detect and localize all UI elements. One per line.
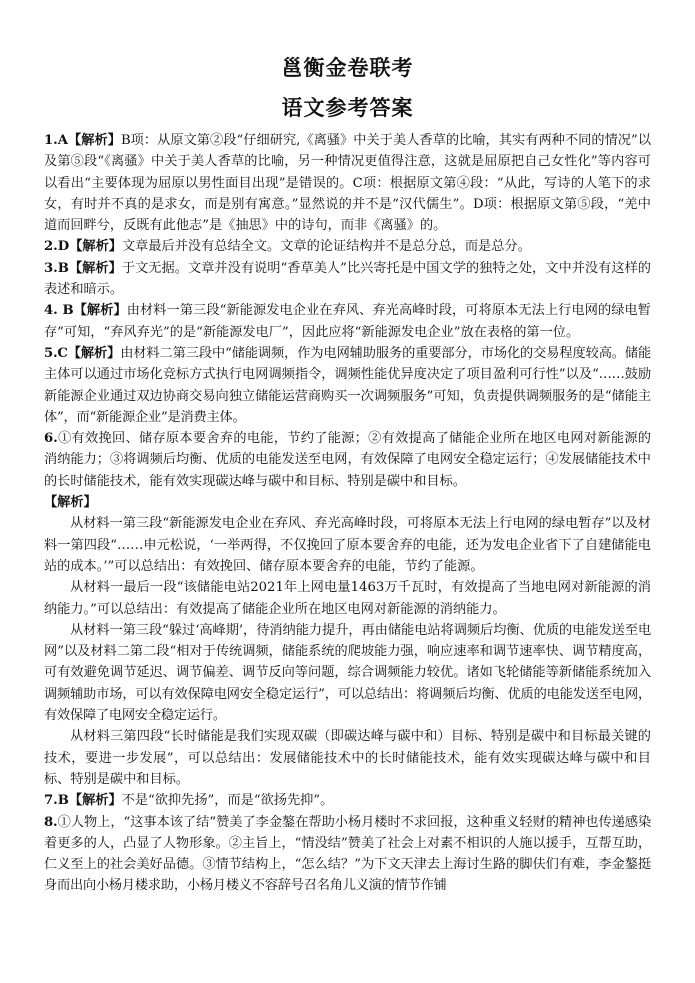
answer-1 — [44, 130, 651, 236]
answer-3 — [44, 258, 651, 301]
document-title: 邕衡金卷联考 — [281, 56, 414, 80]
analysis-heading: 【解析】 — [44, 495, 97, 511]
answer-text: 不是“欲抑先扬”，而是“欲扬先抑”。 — [121, 793, 334, 809]
answer-text: 由材料二第三段中“储能调频，作为电网辅助服务的重要部分，市场化的交易程度较高。储能主体可以通过市场化竞标方式执行电网调频指令，调频性能优异度决定了项目盈利可行性”以及“……鼓励新能源企业通过双边协商交易向独立储能运营商购买一次调频服务”可知，负责提供调频服务的是“储能主体”，而“新能源企业”是消费主体。 — [44, 345, 651, 425]
answer-label: 5.C【解析】 — [44, 345, 121, 361]
answer-5 — [44, 343, 651, 428]
answer-8 — [44, 812, 651, 897]
answer-7 — [44, 790, 651, 811]
answer-text: ①有效挽回、储存原本要舍弃的电能，节约了能源；②有效提高了储能企业所在地区电网对新能源的消纳能力；③将调频后均衡、优质的电能发送至电网，有效保障了电网安全稳定运行；④发展储能技术中的长时储能技术，能有效实现碳达峰与碳中和目标、特别是碳中和目标。 — [44, 431, 651, 489]
answer-text: ①人物上，“这事本该了结”赞美了李金鏊在帮助小杨月楼时不求回报，这种重义轻财的精神也传递感染着更多的人，凸显了人物形象。②主旨上，“情没结”赞美了社会上对素不相识的人施以援手，互帮互助，仁义至上的社会美好品德。③情节结构上，“怎么结？”为下文天津去上海讨生路的脚伕们有难，李金鏊挺身而出向小杨月楼求助，小杨月楼义不容辞号召名角儿义演的情节作铺 — [44, 814, 651, 894]
answer-2 — [44, 236, 651, 257]
answer-label: 1.A【解析】 — [44, 133, 121, 148]
answer-label: 3.B【解析】 — [44, 260, 122, 276]
answer-label: 6. — [44, 431, 58, 447]
answer-text: 由材料一第三段“新能源发电企业在弃风、弃光高峰时段，可将原本无法上行电网的绿电暂存”可知，“弃风弃光”的是“新能源发电厂”，因此应将“新能源发电企业”放在表格的第一位。 — [44, 303, 651, 340]
document-subtitle: 语文参考答案 — [281, 96, 414, 120]
analysis-paragraph: 从材料一最后一段“该储能电站2021年上网电量1463万千瓦时，有效提高了当地电网对新能源的消纳能力。”可以总结出：有效提高了储能企业所在地区电网对新能源的消纳能力。 — [44, 580, 651, 617]
answer-label: 7.B【解析】 — [44, 793, 122, 809]
answer-text: 于文无据。文章并没有说明“香草美人”比兴寄托是中国文学的独特之处，文中并没有这样的表述和暗示。 — [44, 260, 651, 298]
analysis-paragraph: 从材料三第四段“长时储能是我们实现双碳（即碳达峰与碳中和）目标、特别是碳中和目标最关键的技术，要进一步发展”，可以总结出：发展储能技术中的长时储能技术，能有效实现碳达峰与碳中和目标、特别是碳中和目标。 — [44, 729, 651, 787]
analysis-paragraph: 从材料一第三段“躲过‘高峰期’，待消纳能力提升，再由储能电站将调频后均衡、优质的电能发送至电网”以及材料二第二段“相对于传统调频，储能系统的爬坡能力强，响应速率和调节速率快、调节精度高，可有效避免调节延迟、调节偏差、调节反向等问题，综合调频能力较优。诸如飞轮储能等新储能系统加入调频辅助市场，可以有效保障电网安全稳定运行”，可以总结出：将调频后均衡、优质的电能发送至电网，有效保障了电网安全稳定运行。 — [44, 622, 652, 724]
answer-6 — [44, 428, 651, 492]
answer-4 — [44, 300, 651, 343]
answer-text: B项：从原文第②段“仔细研究,《离骚》中关于美人香草的比喻，其实有两种不同的情况”以及第⑤段“《离骚》中关于美人香草的比喻，另一种情况更值得注意，这就是屈原把自己女性化”等内容可以看出“主要体现为屈原以男性面目出现”是错误的。C项：根据原文第④段：“从此，写诗的人笔下的求女，有时并不真的是求女，而是别有寓意。”显然说的并不是“汉代儒生”。D项：根据原文第⑤段，“羌中道而回畔兮，反既有此他志”是《抽思》中的诗句，而非《离骚》的。 — [44, 133, 652, 234]
answer-label: 2.D【解析】 — [44, 239, 122, 255]
analysis-paragraph: 从材料一第三段“新能源发电企业在弃风、弃光高峰时段，可将原本无法上行电网的绿电暂存”以及材料一第四段“……申元松说，‘一举两得，不仅挽回了原本要舍弃的电能，还为发电企业省下了自建储能电站的成本。’”可以总结出：有效挽回、储存原本要舍弃的电能，节约了能源。 — [44, 516, 651, 574]
answer-text: 文章最后并没有总结全文。文章的论证结构并不是总分总，而是总分。 — [121, 239, 531, 255]
answer-label: 8. — [44, 814, 58, 830]
answer-label: 4. B【解析】 — [44, 303, 127, 319]
